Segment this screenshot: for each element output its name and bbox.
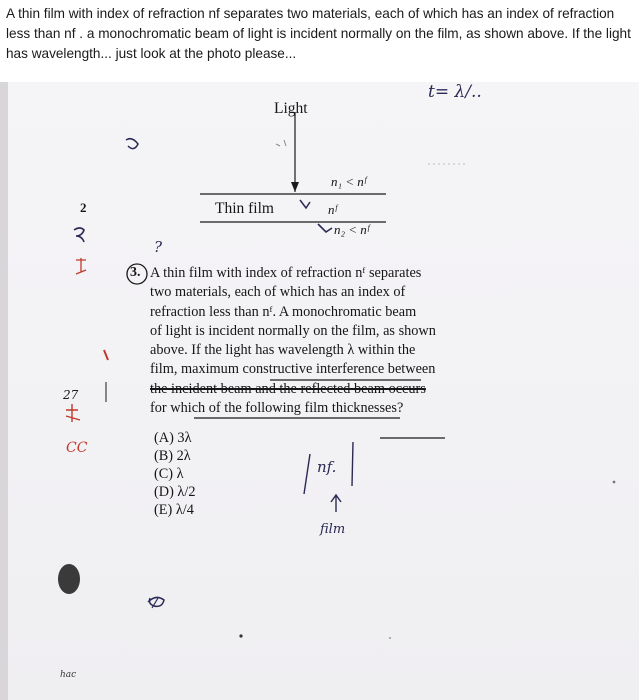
paper-sheet	[8, 82, 639, 700]
diagram-n2-label: n₂ < nᶠ	[334, 222, 370, 237]
choice-b: (B) 2λ	[154, 448, 191, 464]
diagram-n1-label: n₁ < nᶠ	[331, 174, 367, 189]
handwriting-margin-27: 27	[63, 388, 79, 402]
problem-line: the incident beam and the reflected beam occurs	[150, 380, 426, 397]
problem-line: above. If the light has wavelength λ within the	[150, 342, 416, 359]
question-text: A thin film with index of refraction nf separates two materials, each of which has an index of refraction less than nf . a monochromatic beam of light is incident normally on the film, as shown above. If the light has wavelength... just look at the photo please...	[6, 6, 631, 61]
choice-e: (E) λ/4	[154, 502, 194, 518]
diagram-light-label: Light	[274, 100, 308, 117]
problem-line: of light is incident normally on the film, as shown	[150, 322, 436, 339]
problem-line: refraction less than nᶠ. A monochromatic beam	[150, 303, 417, 320]
handwriting-film: film	[320, 522, 346, 537]
diagram-nf-label: nᶠ	[328, 202, 337, 217]
diagram-thin-film-label: Thin film	[215, 200, 274, 217]
handwriting-nf-box: nf.	[317, 458, 337, 476]
handwriting-margin-cc: CC	[66, 440, 88, 456]
problem-body	[150, 264, 490, 418]
binder-hole	[58, 564, 80, 594]
handwriting-bottom-text: hac	[60, 670, 77, 680]
problem-line: film, maximum constructive interference between	[150, 361, 436, 378]
problem-number: 3.	[130, 265, 141, 280]
homework-photo	[0, 82, 639, 700]
choice-a: (A) 3λ	[154, 430, 192, 446]
choice-d: (D) λ/2	[154, 484, 196, 500]
problem-line: A thin film with index of refraction nᶠ separates	[150, 265, 422, 281]
problem-line: for which of the following film thicknesses?	[150, 400, 404, 417]
handwriting-margin-2: 2	[80, 200, 87, 215]
handwriting-top-right: t= λ/..	[428, 82, 482, 102]
answer-choices	[154, 429, 195, 519]
problem-line: two materials, each of which has an index of	[150, 284, 406, 301]
choice-c: (C) λ	[154, 466, 184, 482]
handwriting-question-mark: ?	[154, 238, 163, 256]
